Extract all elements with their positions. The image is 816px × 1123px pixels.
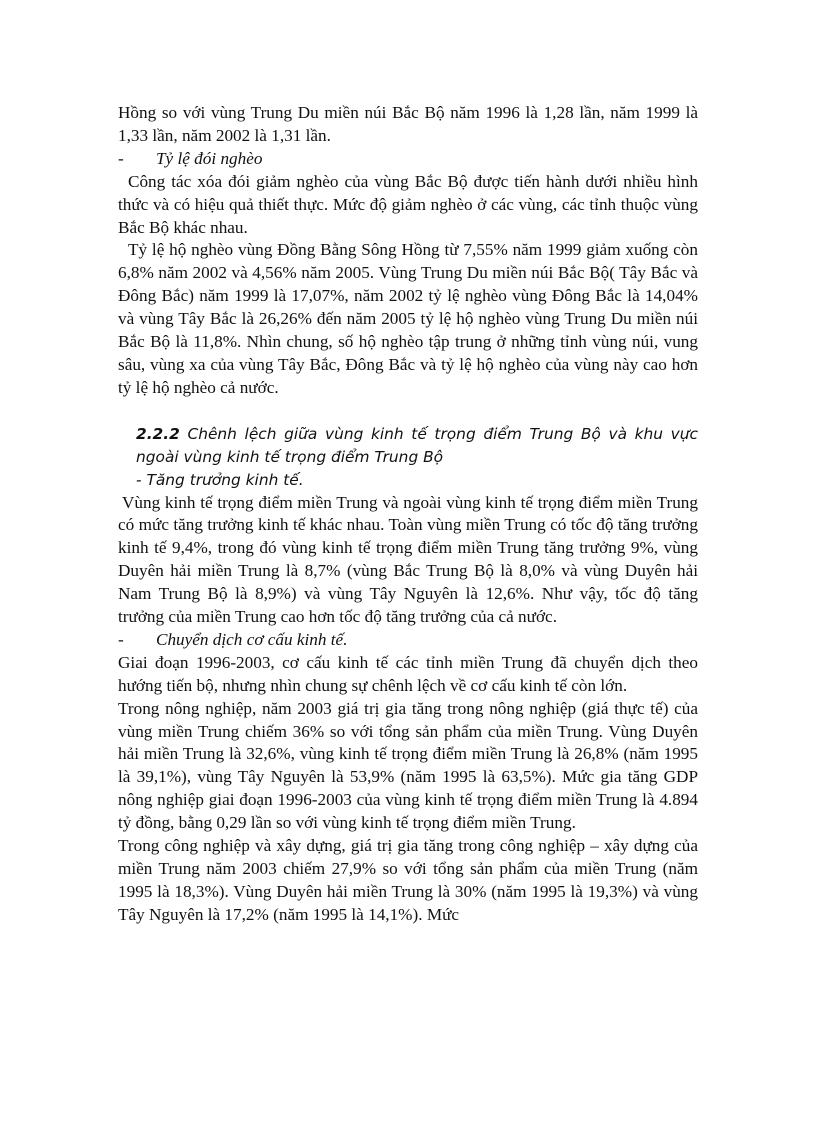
bullet-label: Tỷ lệ đói nghèo xyxy=(156,148,263,168)
bullet-poverty-rate xyxy=(118,148,698,171)
paragraph-poverty-work: Công tác xóa đói giảm nghèo của vùng Bắc Bộ được tiến hành dưới nhiều hình thức và có hiệu quả thiết thực. Mức độ giảm nghèo ở các vùng, các tỉnh thuộc vùng Bắc Bộ khác nhau. xyxy=(118,171,698,237)
bullet-structure-shift xyxy=(118,629,698,652)
paragraph-continuation: Hồng so với vùng Trung Du miền núi Bắc Bộ năm 1996 là 1,28 lần, năm 1999 là 1,33 lần, năm 2002 là 1,31 lần. xyxy=(118,103,698,145)
section-number: 2.2.2 xyxy=(136,424,180,443)
section-heading xyxy=(118,423,698,469)
paragraph-poverty-stats: Tỷ lệ hộ nghèo vùng Đồng Bằng Sông Hồng từ 7,55% năm 1999 giảm xuống còn 6,8% năm 2002 và 4,56% năm 2005. Vùng Trung Du miền núi Bắc Bộ( Tây Bắc và Đông Bắc) năm 1999 là 17,07%, năm 2002 tỷ lệ nghèo vùng Đông Bắc là 14,04% và vùng Tây Bắc là 26,26% đến năm 2005 tỷ lệ hộ nghèo vùng Trung Du miền núi Bắc Bộ là 11,8%. Nhìn chung, số hộ nghèo tập trung ở những tỉnh vùng núi, vung sâu, vùng xa của vùng Tây Bắc, Đông Bắc và tỷ lệ hộ nghèo của vùng này cao hơn tỷ lệ hộ nghèo cả nước. xyxy=(118,240,698,397)
paragraph-agriculture: Trong nông nghiệp, năm 2003 giá trị gia tăng trong nông nghiệp (giá thực tế) của vùng miền Trung chiếm 36% so với tổng sản phẩm của miền Trung. Vùng Duyên hải miền Trung là 32,6%, vùng kinh tế trọng điểm miền Trung là 26,8% (năm 1995 là 39,1%), vùng Tây Nguyên là 53,9% (năm 1995 là 63,5%). Mức gia tăng GDP nông nghiệp giai đoạn 1996-2003 của vùng kinh tế trọng điểm miền Trung là 4.894 tỷ đồng, bằng 0,29 lần so với vùng kinh tế trọng điểm miền Trung. xyxy=(118,698,698,833)
bullet-dash: - xyxy=(118,629,124,649)
subheading-growth: - Tăng trưởng kinh tế. xyxy=(136,470,304,489)
paragraph-structure: Giai đoạn 1996-2003, cơ cấu kinh tế các tỉnh miền Trung đã chuyển dịch theo hướng tiến bộ, nhưng nhìn chung sự chênh lệch về cơ cấu kinh tế còn lớn. xyxy=(118,652,698,695)
document-page xyxy=(118,102,698,927)
bullet-dash: - xyxy=(118,148,124,168)
bullet-label: Chuyển dịch cơ cấu kinh tế. xyxy=(156,629,348,649)
paragraph-growth: Vùng kinh tế trọng điểm miền Trung và ngoài vùng kinh tế trọng điểm miền Trung có mức tăng trưởng kinh tế khác nhau. Toàn vùng miền Trung có tốc độ tăng trưởng kinh tế 9,4%, trong đó vùng kinh tế trọng điểm miền Trung tăng trưởng 9%, vùng Duyên hải miền Trung là 8,7% (vùng Bắc Trung Bộ là 8,0% và vùng Duyên hải Nam Trung Bộ là 8,9%) và vùng Tây Nguyên là 12,6%. Như vậy, tốc độ tăng trưởng của miền Trung cao hơn tốc độ tăng trưởng của cả nước. xyxy=(118,492,698,627)
section-title-text: Chênh lệch giữa vùng kinh tế trọng điểm Trung Bộ và khu vực ngoài vùng kinh tế trọng điểm Trung Bộ xyxy=(136,424,698,466)
paragraph-industry: Trong công nghiệp và xây dựng, giá trị gia tăng trong công nghiệp – xây dựng của miền Trung năm 2003 chiếm 27,9% so với tổng sản phẩm của miền Trung (năm 1995 là 18,3%). Vùng Duyên hải miền Trung là 30% (năm 1995 là 19,3%) và vùng Tây Nguyên là 17,2% (năm 1995 là 14,1%). Mức xyxy=(118,836,698,924)
